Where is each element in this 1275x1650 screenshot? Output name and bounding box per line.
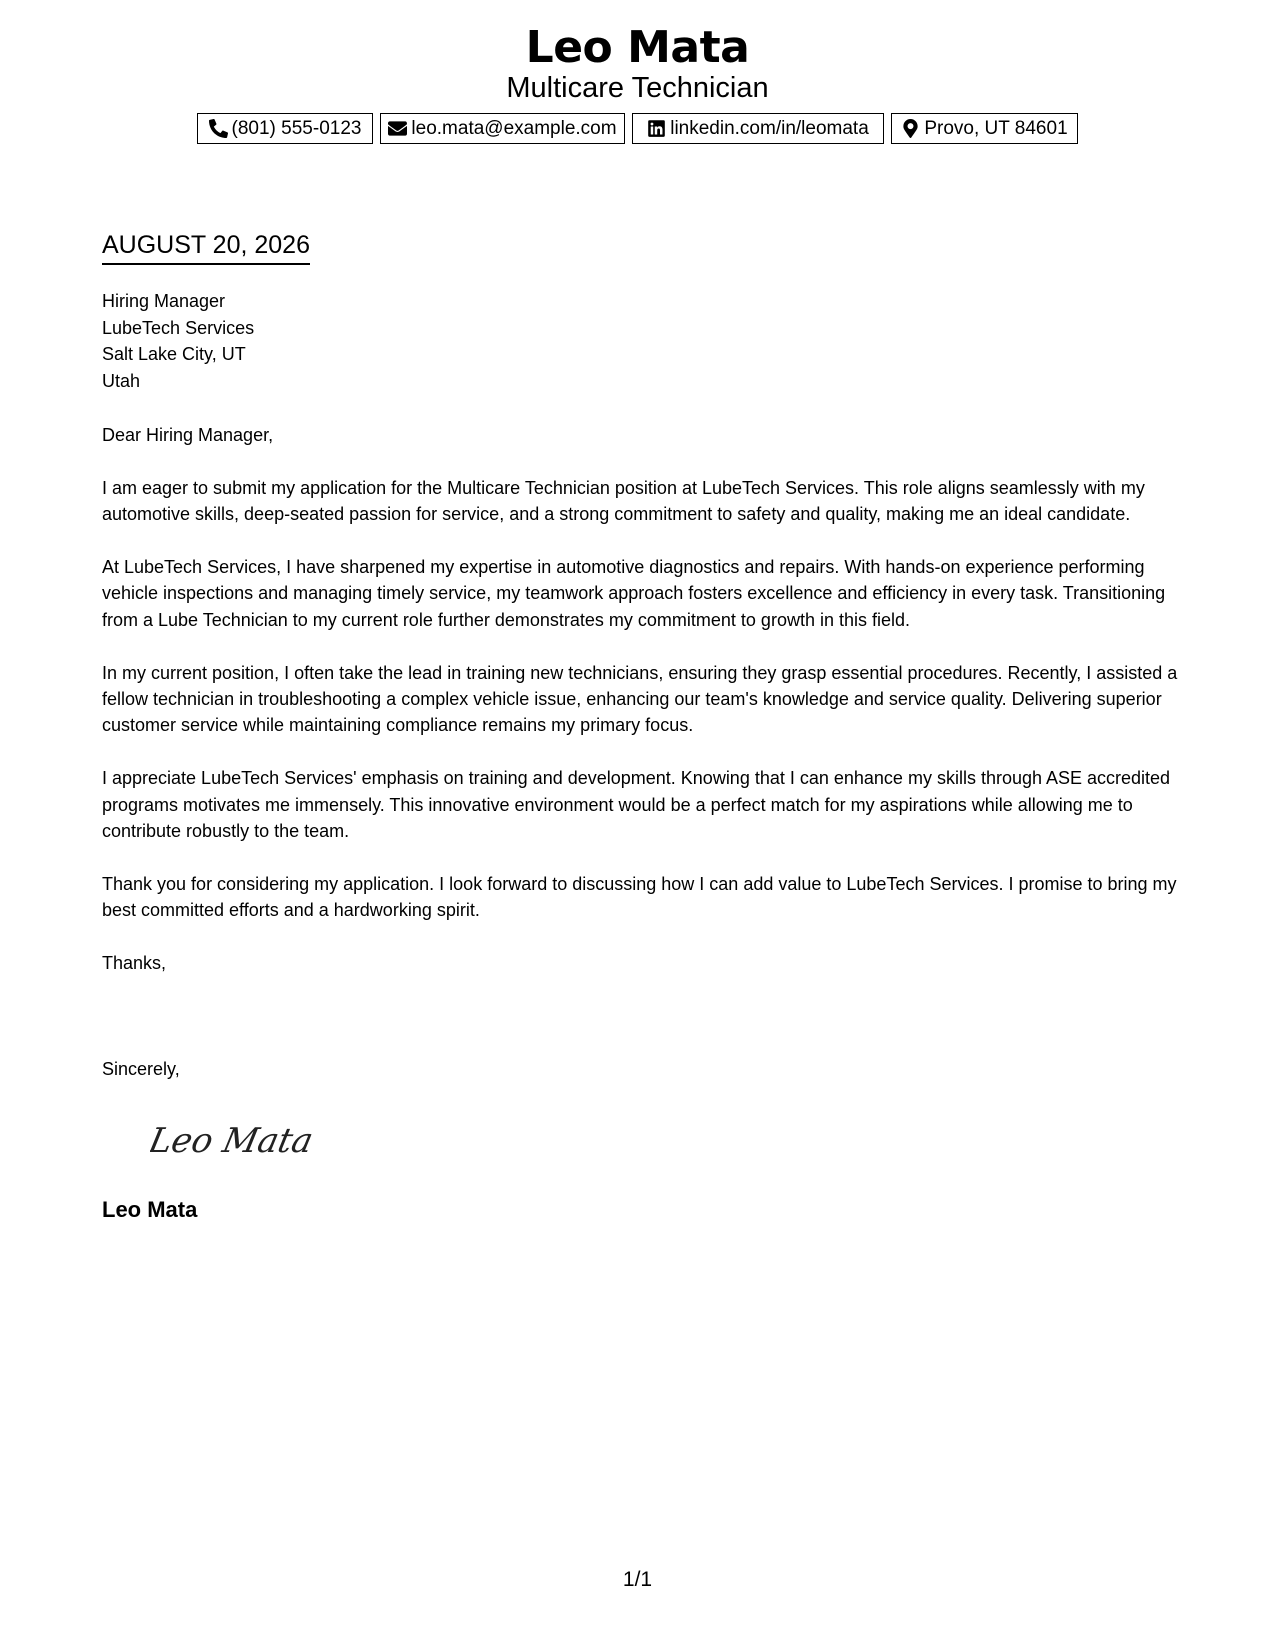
contact-email[interactable] <box>380 113 625 144</box>
map-pin-icon <box>901 119 920 138</box>
recipient-block <box>102 288 254 394</box>
contact-phone-text: (801) 555-0123 <box>231 117 362 139</box>
body-paragraph: Thank you for considering my application. I look forward to discussing how I can add value to LubeTech Services. I promise to bring my best committed efforts and a hardworking spirit. <box>102 873 1177 921</box>
recipient-line: Utah <box>102 370 141 391</box>
thanks-line: Thanks, <box>102 953 167 974</box>
letter-date: AUGUST 20, 2026 <box>102 229 310 265</box>
body-paragraph: At LubeTech Services, I have sharpened my expertise in automotive diagnostics and repairs. With hands-on experience performing vehicle inspections and managing timely service, my teamwork approach fosters excellence and efficiency in every task. Transitioning from a Lube Technician to my current role further demonstrates my commitment to growth in this field. <box>102 557 1166 630</box>
contact-bar <box>0 113 1275 144</box>
page-number: 1/1 <box>622 1568 653 1591</box>
body-paragraph: I appreciate LubeTech Services' emphasis on training and development. Knowing that I can enhance my skills through ASE accredited programs motivates me immensely. This innovative environment would be a perfect match for my aspirations while allowing me to contribute robustly to the team. <box>102 768 1171 842</box>
applicant-name: Leo Mata <box>525 22 750 73</box>
body-paragraph: I am eager to submit my application for the Multicare Technician position at LubeTech Services. This role aligns seamlessly with my automotive skills, deep-seated passion for service, and a strong commitment to safety and quality, making me an ideal candidate. <box>102 477 1145 525</box>
body-paragraph: In my current position, I often take the lead in training new technicians, ensuring they grasp essential procedures. Recently, I assisted a fellow technician in troubleshooting a complex vehicle issue, enhancing our team's knowledge and service quality. Delivering superior customer service while maintaining compliance remains my primary focus. <box>102 662 1178 736</box>
recipient-line: Hiring Manager <box>102 291 226 311</box>
contact-linkedin[interactable] <box>632 113 884 144</box>
signer-name: Leo Mata <box>102 1197 198 1222</box>
closing-line: Sincerely, <box>102 1059 180 1079</box>
contact-email-text: leo.mata@example.com <box>411 117 617 139</box>
contact-phone[interactable] <box>197 113 373 144</box>
linkedin-icon <box>647 119 666 138</box>
applicant-role: Multicare Technician <box>506 72 769 104</box>
salutation: Dear Hiring Manager, <box>102 425 274 445</box>
contact-location[interactable] <box>891 113 1078 144</box>
recipient-line: LubeTech Services <box>102 317 255 338</box>
signature-glyphs: Leo Mata <box>150 1121 317 1161</box>
contact-linkedin-text: linkedin.com/in/leomata <box>670 117 869 139</box>
letter-body <box>102 422 1180 1003</box>
recipient-line: Salt Lake City, UT <box>102 344 246 364</box>
envelope-icon <box>388 119 407 138</box>
phone-icon <box>209 119 228 138</box>
handwritten-signature <box>150 1110 320 1170</box>
contact-location-text: Provo, UT 84601 <box>924 117 1068 139</box>
